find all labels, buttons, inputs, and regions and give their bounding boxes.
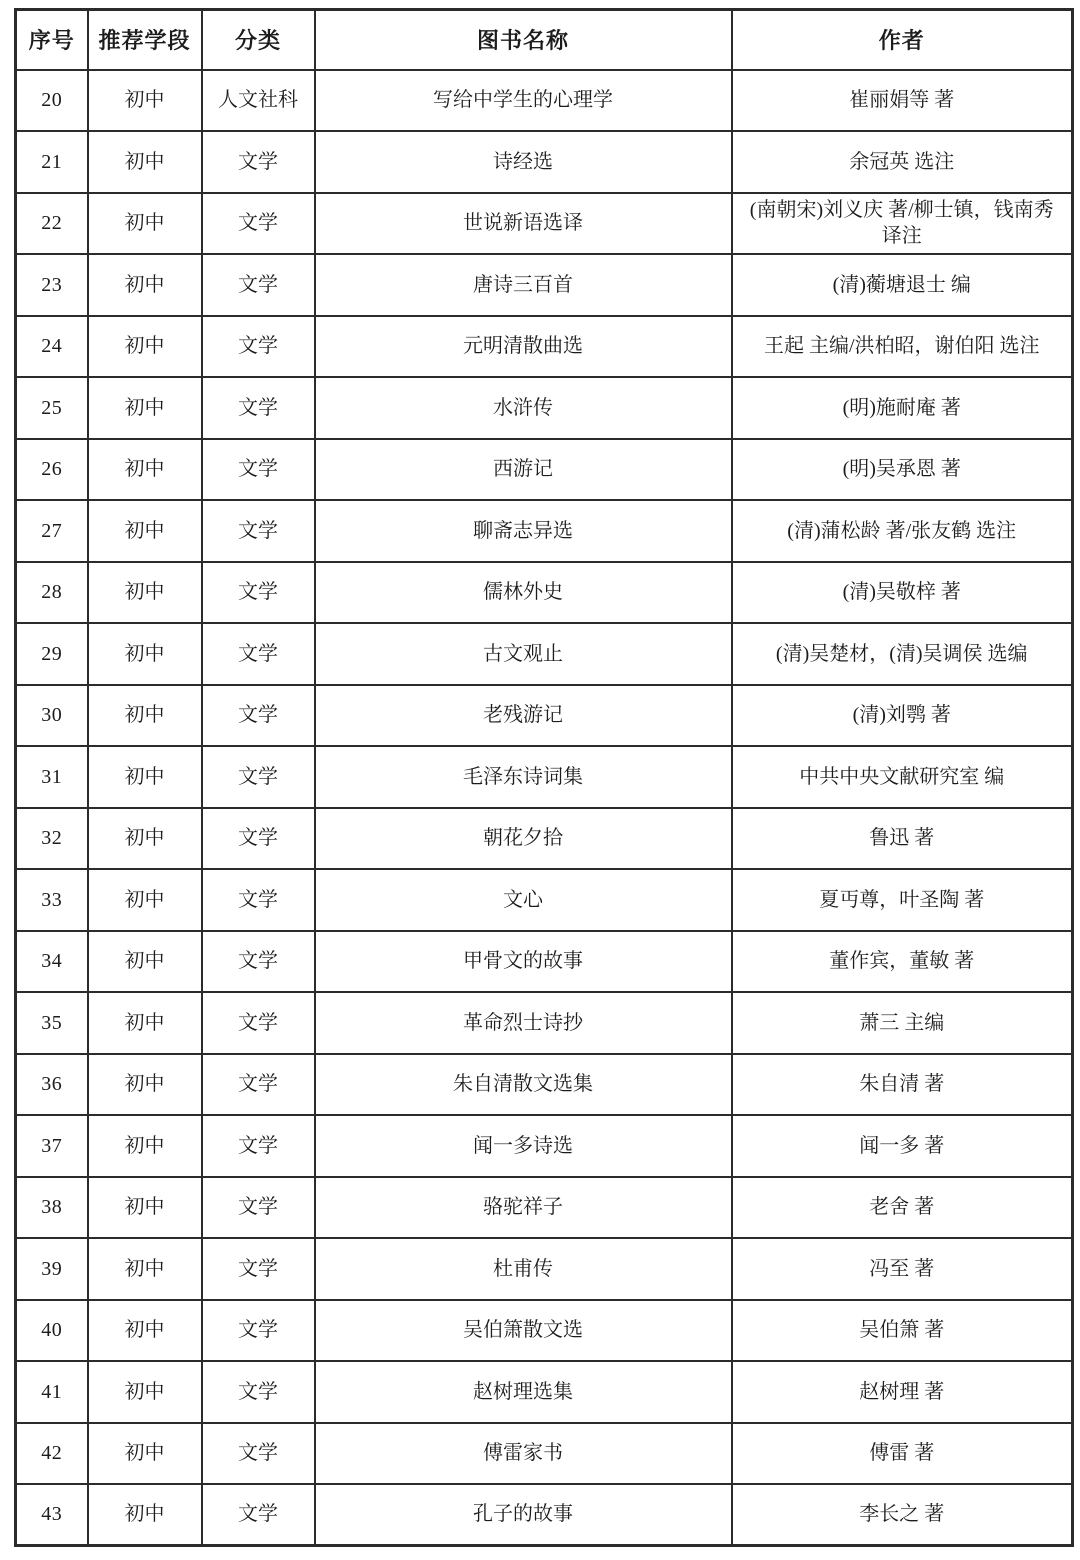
cell-author: (清)蘅塘退士 编 (732, 254, 1073, 316)
table-row (16, 931, 1073, 993)
cell-no: 39 (16, 1238, 88, 1300)
table-row (16, 1054, 1073, 1116)
cell-author: 傅雷 著 (732, 1423, 1073, 1485)
cell-no: 43 (16, 1484, 88, 1546)
cell-no: 32 (16, 808, 88, 870)
cell-no: 35 (16, 992, 88, 1054)
table-row (16, 316, 1073, 378)
cell-stage: 初中 (88, 1300, 202, 1362)
cell-stage: 初中 (88, 254, 202, 316)
cell-title: 甲骨文的故事 (315, 931, 732, 993)
table-row (16, 70, 1073, 132)
cell-category: 文学 (202, 316, 315, 378)
book-recommendation-table (14, 8, 1074, 1547)
cell-no: 25 (16, 377, 88, 439)
cell-title: 吴伯箫散文选 (315, 1300, 732, 1362)
table-row (16, 193, 1073, 255)
cell-category: 文学 (202, 869, 315, 931)
cell-stage: 初中 (88, 131, 202, 193)
table-row (16, 254, 1073, 316)
cell-no: 20 (16, 70, 88, 132)
cell-title: 朝花夕拾 (315, 808, 732, 870)
cell-author: 崔丽娟等 著 (732, 70, 1073, 132)
cell-author: 李长之 著 (732, 1484, 1073, 1546)
cell-no: 27 (16, 500, 88, 562)
cell-author: 朱自清 著 (732, 1054, 1073, 1116)
cell-author: (清)吴楚材，(清)吴调侯 选编 (732, 623, 1073, 685)
cell-stage: 初中 (88, 623, 202, 685)
cell-category: 文学 (202, 1423, 315, 1485)
cell-category: 文学 (202, 1238, 315, 1300)
cell-author: (清)吴敬梓 著 (732, 562, 1073, 624)
cell-stage: 初中 (88, 1238, 202, 1300)
cell-stage: 初中 (88, 808, 202, 870)
cell-author: 老舍 著 (732, 1177, 1073, 1239)
cell-title: 水浒传 (315, 377, 732, 439)
cell-title: 毛泽东诗词集 (315, 746, 732, 808)
table-row (16, 500, 1073, 562)
cell-category: 文学 (202, 1484, 315, 1546)
cell-category: 文学 (202, 992, 315, 1054)
cell-stage: 初中 (88, 931, 202, 993)
table-row (16, 992, 1073, 1054)
header-cell-no: 序号 (16, 10, 88, 70)
table-row (16, 869, 1073, 931)
table-row (16, 1423, 1073, 1485)
table-row (16, 685, 1073, 747)
table-row (16, 623, 1073, 685)
table-row (16, 1238, 1073, 1300)
cell-no: 26 (16, 439, 88, 501)
cell-stage: 初中 (88, 70, 202, 132)
cell-title: 老残游记 (315, 685, 732, 747)
table-row (16, 1361, 1073, 1423)
cell-author: 夏丏尊，叶圣陶 著 (732, 869, 1073, 931)
cell-no: 36 (16, 1054, 88, 1116)
cell-title: 孔子的故事 (315, 1484, 732, 1546)
cell-category: 文学 (202, 746, 315, 808)
cell-title: 元明清散曲选 (315, 316, 732, 378)
cell-title: 赵树理选集 (315, 1361, 732, 1423)
cell-category: 文学 (202, 439, 315, 501)
cell-title: 儒林外史 (315, 562, 732, 624)
header-cell-author: 作者 (732, 10, 1073, 70)
cell-stage: 初中 (88, 992, 202, 1054)
cell-stage: 初中 (88, 439, 202, 501)
cell-no: 42 (16, 1423, 88, 1485)
table-row (16, 1484, 1073, 1546)
cell-author: (明)施耐庵 著 (732, 377, 1073, 439)
table-row (16, 746, 1073, 808)
cell-stage: 初中 (88, 1423, 202, 1485)
table-row (16, 1300, 1073, 1362)
cell-category: 文学 (202, 1300, 315, 1362)
cell-stage: 初中 (88, 562, 202, 624)
cell-title: 骆驼祥子 (315, 1177, 732, 1239)
cell-stage: 初中 (88, 1361, 202, 1423)
cell-category: 文学 (202, 131, 315, 193)
cell-author: 中共中央文献研究室 编 (732, 746, 1073, 808)
cell-category: 文学 (202, 1177, 315, 1239)
cell-author: (清)蒲松龄 著/张友鹤 选注 (732, 500, 1073, 562)
cell-title: 唐诗三百首 (315, 254, 732, 316)
header-row (16, 10, 1073, 70)
cell-no: 34 (16, 931, 88, 993)
table-body (16, 70, 1073, 1546)
cell-category: 文学 (202, 500, 315, 562)
cell-author: 余冠英 选注 (732, 131, 1073, 193)
cell-title: 文心 (315, 869, 732, 931)
table-header (16, 10, 1073, 70)
cell-author: 萧三 主编 (732, 992, 1073, 1054)
table-row (16, 1115, 1073, 1177)
table-row (16, 131, 1073, 193)
cell-stage: 初中 (88, 685, 202, 747)
cell-stage: 初中 (88, 1115, 202, 1177)
cell-category: 文学 (202, 193, 315, 255)
table-row (16, 808, 1073, 870)
cell-author: 闻一多 著 (732, 1115, 1073, 1177)
table-row (16, 562, 1073, 624)
cell-stage: 初中 (88, 193, 202, 255)
cell-category: 文学 (202, 254, 315, 316)
cell-title: 西游记 (315, 439, 732, 501)
cell-stage: 初中 (88, 500, 202, 562)
header-cell-category: 分类 (202, 10, 315, 70)
cell-no: 30 (16, 685, 88, 747)
table-row (16, 1177, 1073, 1239)
cell-category: 文学 (202, 377, 315, 439)
cell-no: 21 (16, 131, 88, 193)
cell-author: (明)吴承恩 著 (732, 439, 1073, 501)
cell-stage: 初中 (88, 316, 202, 378)
header-cell-title: 图书名称 (315, 10, 732, 70)
cell-stage: 初中 (88, 869, 202, 931)
cell-stage: 初中 (88, 746, 202, 808)
cell-stage: 初中 (88, 377, 202, 439)
cell-author: 冯至 著 (732, 1238, 1073, 1300)
cell-title: 朱自清散文选集 (315, 1054, 732, 1116)
table-row (16, 377, 1073, 439)
cell-title: 革命烈士诗抄 (315, 992, 732, 1054)
table-row (16, 439, 1073, 501)
cell-category: 文学 (202, 1054, 315, 1116)
cell-no: 40 (16, 1300, 88, 1362)
cell-no: 38 (16, 1177, 88, 1239)
cell-no: 33 (16, 869, 88, 931)
cell-category: 文学 (202, 1115, 315, 1177)
cell-no: 41 (16, 1361, 88, 1423)
cell-no: 23 (16, 254, 88, 316)
cell-author: 董作宾，董敏 著 (732, 931, 1073, 993)
cell-author: 鲁迅 著 (732, 808, 1073, 870)
cell-no: 31 (16, 746, 88, 808)
cell-category: 文学 (202, 562, 315, 624)
cell-category: 文学 (202, 685, 315, 747)
cell-category: 文学 (202, 931, 315, 993)
cell-stage: 初中 (88, 1177, 202, 1239)
cell-no: 37 (16, 1115, 88, 1177)
cell-title: 世说新语选译 (315, 193, 732, 255)
cell-title: 闻一多诗选 (315, 1115, 732, 1177)
cell-title: 傅雷家书 (315, 1423, 732, 1485)
header-cell-stage: 推荐学段 (88, 10, 202, 70)
cell-category: 人文社科 (202, 70, 315, 132)
cell-stage: 初中 (88, 1484, 202, 1546)
cell-category: 文学 (202, 1361, 315, 1423)
cell-author: 赵树理 著 (732, 1361, 1073, 1423)
cell-title: 写给中学生的心理学 (315, 70, 732, 132)
cell-no: 28 (16, 562, 88, 624)
cell-author: (清)刘鹗 著 (732, 685, 1073, 747)
cell-category: 文学 (202, 808, 315, 870)
cell-stage: 初中 (88, 1054, 202, 1116)
cell-author: (南朝宋)刘义庆 著/柳士镇，钱南秀 译注 (732, 193, 1073, 255)
cell-no: 29 (16, 623, 88, 685)
cell-no: 24 (16, 316, 88, 378)
cell-author: 吴伯箫 著 (732, 1300, 1073, 1362)
cell-category: 文学 (202, 623, 315, 685)
cell-title: 聊斋志异选 (315, 500, 732, 562)
cell-title: 诗经选 (315, 131, 732, 193)
cell-no: 22 (16, 193, 88, 255)
cell-title: 古文观止 (315, 623, 732, 685)
cell-title: 杜甫传 (315, 1238, 732, 1300)
cell-author: 王起 主编/洪柏昭，谢伯阳 选注 (732, 316, 1073, 378)
